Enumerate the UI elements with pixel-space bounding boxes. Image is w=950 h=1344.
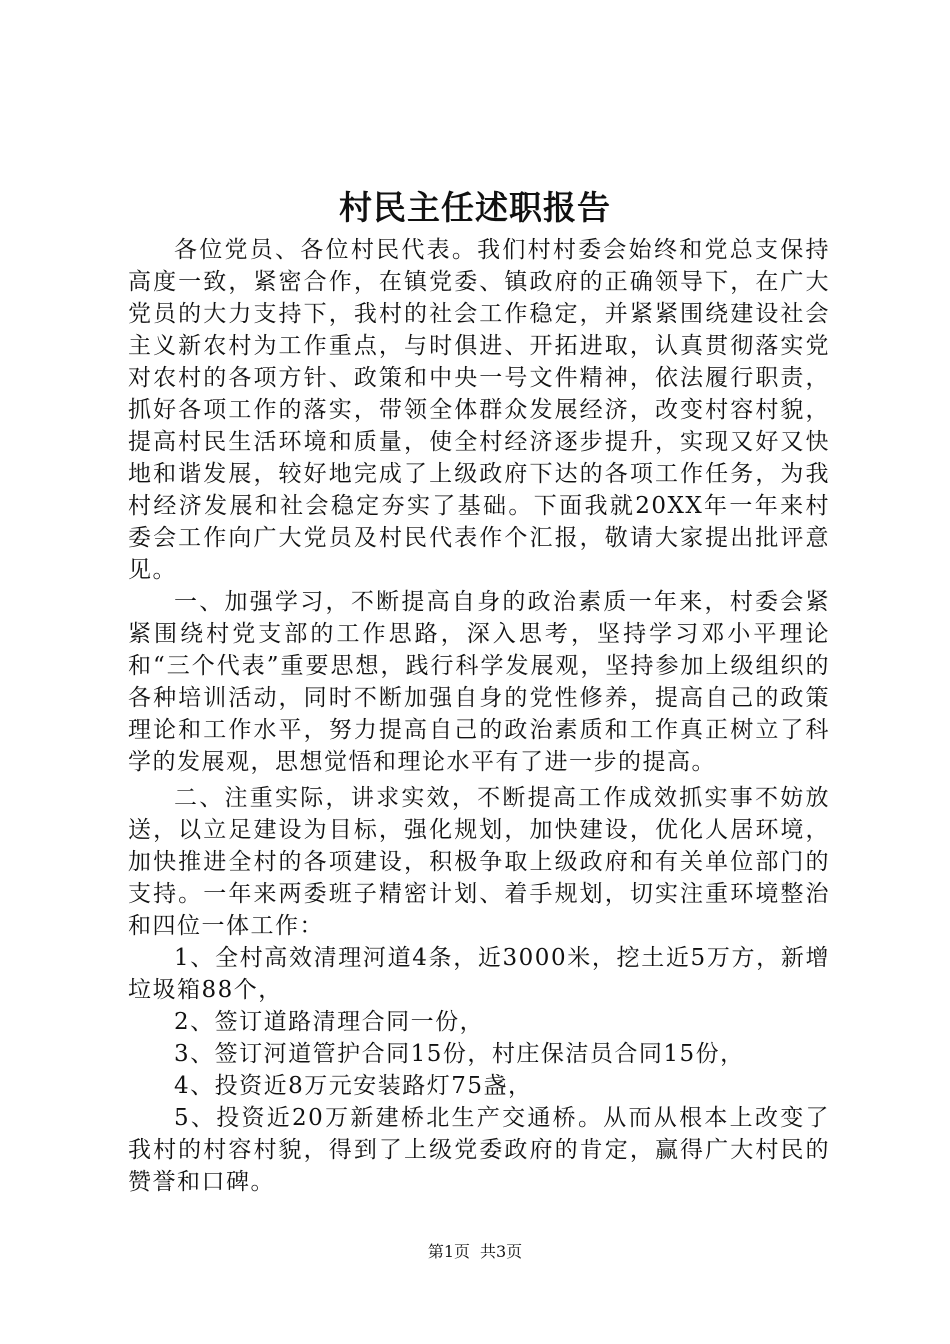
list-item-5: 5、投资近20万新建桥北生产交通桥。从而从根本上改变了我村的村容村貌，得到了上级党委政府的肯定，赢得广大村民的赞誉和口碑。: [128, 1105, 830, 1195]
page-number: 第1页: [427, 1242, 470, 1261]
paragraph-intro: 各位党员、各位村民代表。我们村村委会始终和党总支保持高度一致，紧密合作，在镇党委、镇政府的正确领导下，在广大党员的大力支持下，我村的社会工作稳定，并紧紧围绕建设社会主义新农村为工作重点，与时俱进、开拓进取，认真贯彻落实党对农村的各项方针、政策和中央一号文件精神，依法履行职责，抓好各项工作的落实，带领全体群众发展经济，改变村容村貌，提高村民生活环境和质量，使全村经济逐步提升，实现又好又快地和谐发展，较好地完成了上级政府下达的各项工作任务，为我村经济发展和社会稳定夯实了基础。下面我就20XX年一年来村委会工作向广大党员及村民代表作个汇报，敬请大家提出批评意见。: [128, 237, 830, 583]
paragraph-section-one: 一、加强学习，不断提高自身的政治素质一年来，村委会紧紧围绕村党支部的工作思路，深入思考，坚持学习邓小平理论和“三个代表”重要思想，践行科学发展观，坚持参加上级组织的各种培训活动，同时不断加强自身的党性修养，提高自己的政策理论和工作水平，努力提高自己的政治素质和工作真正树立了科学的发展观，思想觉悟和理论水平有了进一步的提高。: [128, 589, 830, 775]
paragraph-section-two: 二、注重实际，讲求实效，不断提高工作成效抓实事不妨放送，以立足建设为目标，强化规划，加快建设，优化人居环境，加快推进全村的各项建设，积极争取上级政府和有关单位部门的支持。一年来两委班子精密计划、着手规划，切实注重环境整治和四位一体工作：: [128, 785, 830, 939]
page-footer: [0, 1240, 950, 1264]
list-item-2: 2、签订道路清理合同一份，: [174, 1009, 485, 1035]
document-body: [128, 234, 830, 1198]
page-total: 共3页: [480, 1242, 523, 1261]
document-title: 村民主任述职报告: [339, 188, 611, 227]
list-item-4: 4、投资近8万元安装路灯75盏，: [174, 1073, 533, 1099]
list-item-1: 1、全村高效清理河道4条，近3000米，挖土近5万方，新增垃圾箱88个，: [128, 945, 830, 1003]
list-item-3: 3、签订河道管护合同15份，村庄保洁员合同15份，: [174, 1041, 745, 1067]
